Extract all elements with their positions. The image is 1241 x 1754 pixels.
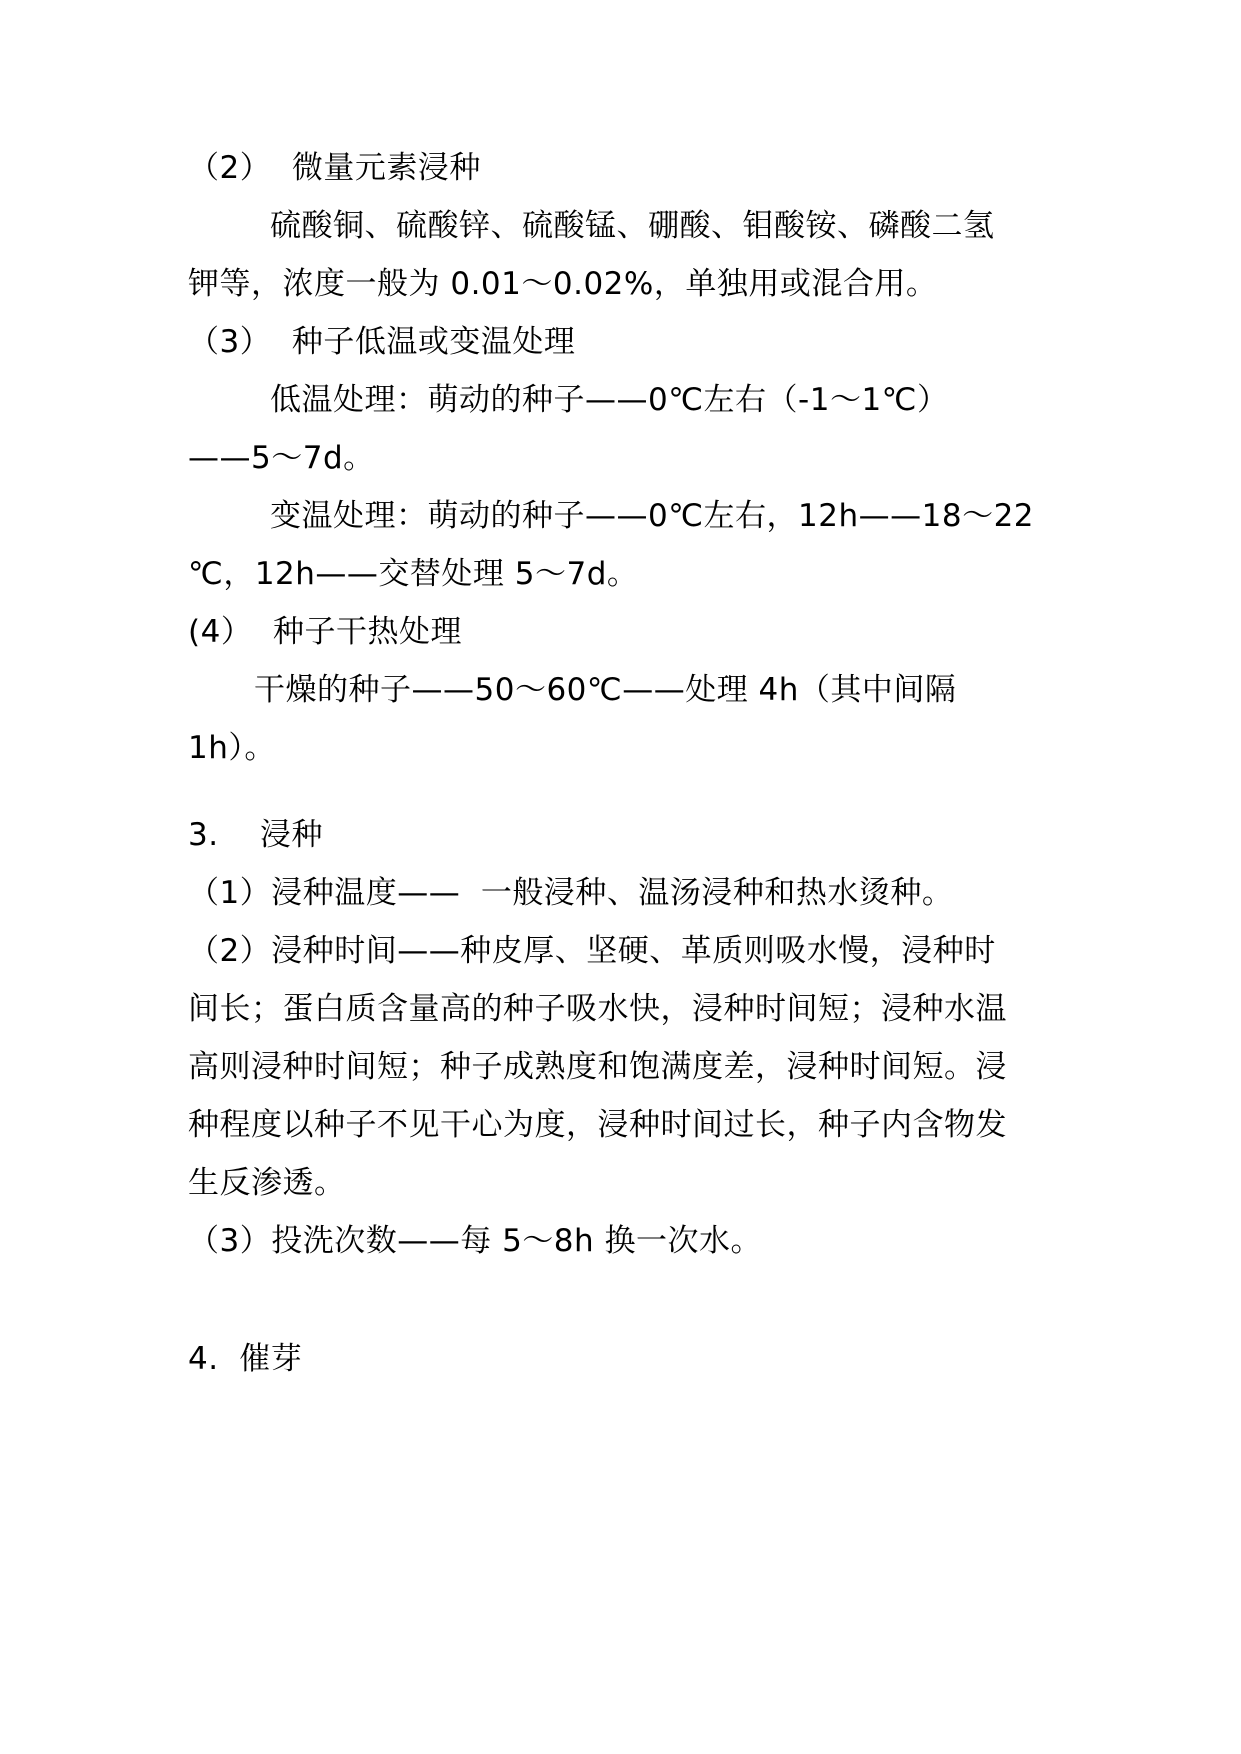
paragraph-line: （2）浸种时间——种皮厚、坚硬、革质则吸水慢，浸种时: [188, 933, 996, 969]
paragraph-line: 钾等，浓度一般为 0.01～0.02%，单独用或混合用。: [188, 266, 938, 302]
paragraph-line: 硫酸铜、硫酸锌、硫酸锰、硼酸、钼酸铵、磷酸二氢: [270, 208, 995, 244]
paragraph-line: （3）投洗次数——每 5～8h 换一次水。: [188, 1223, 763, 1259]
subheading-2-trace-element-soaking: （2） 微量元素浸种: [188, 150, 481, 186]
paragraph-line: 生反渗透。: [188, 1165, 346, 1201]
paragraph-line: 变温处理：萌动的种子——0℃左右，12h——18～22: [270, 498, 1035, 534]
paragraph-line: 干燥的种子——50～60℃——处理 4h（其中间隔: [254, 672, 957, 708]
section-heading-3-soaking: 3. 浸种: [188, 817, 323, 853]
paragraph-line: 低温处理：萌动的种子——0℃左右（-1～1℃）: [270, 382, 949, 418]
paragraph-line: ——5～7d。: [188, 440, 375, 476]
subheading-3-low-temperature-treatment: （3） 种子低温或变温处理: [188, 324, 576, 360]
subheading-4-dry-heat-treatment: (4） 种子干热处理: [188, 614, 463, 650]
paragraph-line: 种程度以种子不见干心为度，浸种时间过长，种子内含物发: [188, 1107, 1007, 1143]
paragraph-line: 间长；蛋白质含量高的种子吸水快，浸种时间短；浸种水温: [188, 991, 1007, 1027]
paragraph-line: （1）浸种温度—— 一般浸种、温汤浸种和热水烫种。: [188, 875, 954, 911]
section-heading-4-germination: 4. 催芽: [188, 1341, 303, 1377]
paragraph-line: 1h）。: [188, 730, 276, 766]
paragraph-line: 高则浸种时间短；种子成熟度和饱满度差，浸种时间短。浸: [188, 1049, 1007, 1085]
paragraph-line: ℃，12h——交替处理 5～7d。: [188, 556, 639, 592]
